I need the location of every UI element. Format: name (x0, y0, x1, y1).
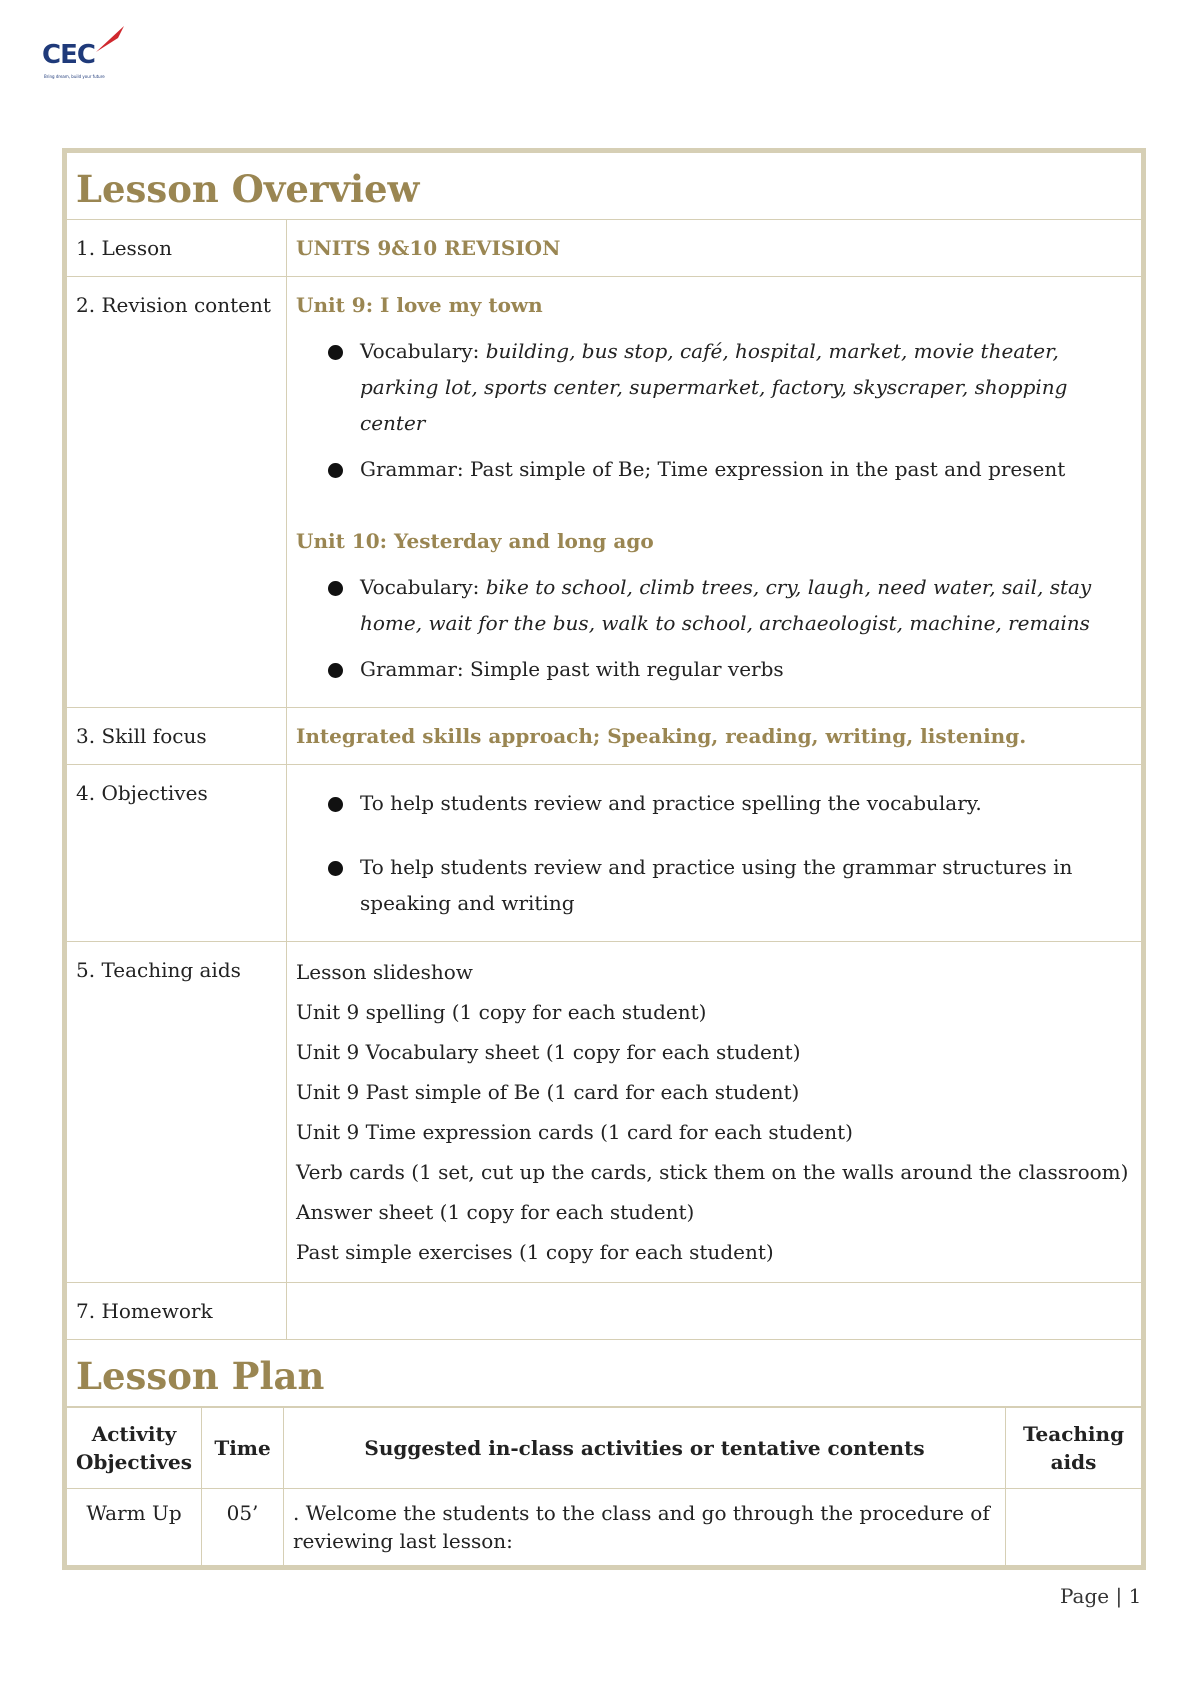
logo-subtext: Bring dream, build your future (44, 74, 105, 79)
objective-item: To help students review and practice using the grammar structures in speaking and writing (360, 849, 1132, 921)
aid-item: Past simple exercises (1 copy for each student) (296, 1240, 774, 1264)
overview-title: Lesson Overview (67, 153, 1142, 220)
objectives-content (287, 765, 1142, 942)
row-lesson (67, 220, 1142, 277)
objectives-list (296, 785, 1132, 921)
unit10-list (296, 569, 1132, 687)
plan-content: . Welcome the students to the class and go through the procedure of reviewing last lesson: (284, 1489, 1006, 1566)
row-revision (67, 277, 1142, 708)
aid-item: Unit 9 spelling (1 copy for each student) (296, 1000, 707, 1024)
aid-item: Lesson slideshow (296, 960, 473, 984)
vocab-items: building, bus stop, café, hospital, market, movie theater, parking lot, sports center, supermarket, factory, skyscraper, shopping center (360, 339, 1068, 435)
vocab-label: Vocabulary: (360, 575, 486, 599)
lesson-value: UNITS 9&10 REVISION (287, 220, 1142, 277)
aid-item: Verb cards (1 set, cut up the cards, stick them on the walls around the classroom) (296, 1160, 1129, 1184)
aid-item: Unit 9 Past simple of Be (1 card for each student) (296, 1080, 800, 1104)
homework-label: 7. Homework (67, 1283, 287, 1340)
plan-header-row (67, 1408, 1142, 1489)
header-activity: Activity Objectives (67, 1408, 202, 1489)
header-time: Time (202, 1408, 284, 1489)
objective-item: To help students review and practice spelling the vocabulary. (360, 785, 1132, 821)
row-aids (67, 942, 1142, 1283)
plan-aids (1006, 1489, 1142, 1566)
vocab-items: bike to school, climb trees, cry, laugh, need water, sail, stay home, wait for the bus, walk to school, archaeologist, machine, remains (360, 575, 1092, 635)
skill-value: Integrated skills approach; Speaking, reading, writing, listening. (287, 708, 1142, 765)
header-contents: Suggested in-class activities or tentative contents (284, 1408, 1006, 1489)
unit9-grammar: Grammar: Past simple of Be; Time expression in the past and present (360, 451, 1132, 487)
logo-text: CEC (42, 40, 95, 70)
revision-content (287, 277, 1142, 708)
lesson-label: 1. Lesson (67, 220, 287, 277)
aid-item: Unit 9 Vocabulary sheet (1 copy for each student) (296, 1040, 801, 1064)
overview-table (66, 152, 1142, 1407)
objectives-label: 4. Objectives (67, 765, 287, 942)
unit10-grammar: Grammar: Simple past with regular verbs (360, 651, 1132, 687)
unit10-vocab (360, 569, 1132, 641)
lesson-document (62, 148, 1146, 1570)
plan-row (67, 1489, 1142, 1566)
aids-content (287, 942, 1142, 1283)
aid-item: Answer sheet (1 copy for each student) (296, 1200, 695, 1224)
logo-swoosh-icon (94, 24, 128, 54)
page-number: Page | 1 (1060, 1584, 1142, 1608)
unit10-heading: Unit 10: Yesterday and long ago (296, 529, 654, 553)
cec-logo (42, 24, 142, 84)
revision-label: 2. Revision content (67, 277, 287, 708)
vocab-label: Vocabulary: (360, 339, 486, 363)
plan-title: Lesson Plan (67, 1340, 1142, 1407)
plan-time: 05’ (202, 1489, 284, 1566)
plan-activity: Warm Up (67, 1489, 202, 1566)
unit9-vocab (360, 333, 1132, 441)
unit9-list (296, 333, 1132, 487)
aids-label: 5. Teaching aids (67, 942, 287, 1283)
unit9-heading: Unit 9: I love my town (296, 293, 543, 317)
homework-value (287, 1283, 1142, 1340)
skill-label: 3. Skill focus (67, 708, 287, 765)
aid-item: Unit 9 Time expression cards (1 card for each student) (296, 1120, 853, 1144)
plan-table (66, 1407, 1142, 1566)
row-homework (67, 1283, 1142, 1340)
row-skill (67, 708, 1142, 765)
header-aids: Teaching aids (1006, 1408, 1142, 1489)
row-objectives (67, 765, 1142, 942)
